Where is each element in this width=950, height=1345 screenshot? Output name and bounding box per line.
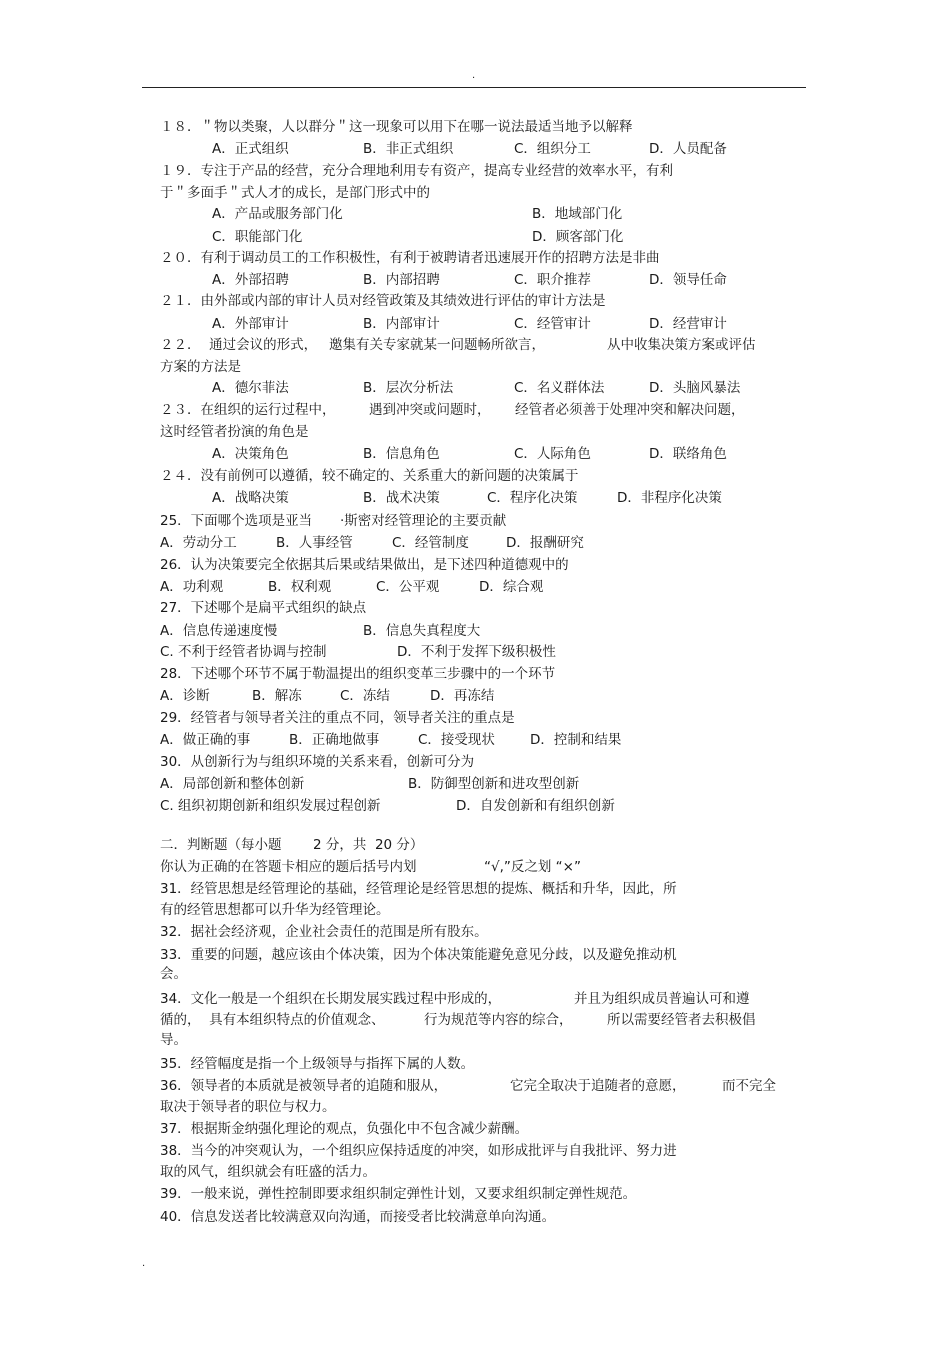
statement-34-line2-part1: 循的， 具有本组织特点的价值观念、 [160, 1012, 385, 1028]
question-18-stem: １８．＂物以类聚，人以群分＂这一现象可以用下在哪一说法最适当地予以解释 [160, 119, 633, 135]
q25-option-a: A．劳动分工 [160, 535, 237, 551]
q27-option-c: C. 不利于经管者协调与控制 [160, 644, 327, 660]
q19-option-c: C．职能部门化 [212, 229, 303, 245]
statement-32: 32．据社会经济观，企业社会责任的范围是所有股东。 [160, 924, 488, 940]
q30-option-c: C. 组织初期创新和组织发展过程创新 [160, 798, 381, 814]
q21-option-b: B．内部审计 [363, 316, 440, 332]
statement-36-line1-part1: 36．领导者的本质就是被领导者的追随和服从， [160, 1078, 448, 1094]
q18-option-c: C．组织分工 [514, 141, 591, 157]
q18-option-a: A．正式组织 [212, 141, 289, 157]
q18-option-d: D．人员配备 [649, 141, 727, 157]
statement-34-line2-part2: 行为规范等内容的综合， [424, 1012, 573, 1028]
question-30-stem: 30．从创新行为与组织环境的关系来看，创新可分为 [160, 754, 475, 770]
question-28-stem: 28．下述哪个环节不属于勒温提出的组织变革三步骤中的一个环节 [160, 666, 556, 682]
statement-38-line2: 取的风气，组织就会有旺盛的活力。 [160, 1164, 376, 1180]
q28-option-b: B．解冻 [252, 688, 302, 704]
q30-option-d: D．自发创新和有组织创新 [456, 798, 615, 814]
question-23-stem-part2: 遇到冲突或问题时， [369, 402, 491, 418]
statement-40: 40．信息发送者比较满意双向沟通，而接受者比较满意单向沟通。 [160, 1209, 556, 1225]
footer-mark: . [142, 1258, 146, 1269]
q29-option-d: D．控制和结果 [530, 732, 622, 748]
statement-31-line2: 有的经管思想都可以升华为经管理论。 [160, 902, 390, 918]
section-2-instructions-part1: 你认为正确的在答题卡相应的题后括号内划 [160, 859, 417, 875]
q23-option-d: D．联络角色 [649, 446, 727, 462]
q22-option-b: B．层次分析法 [363, 380, 454, 396]
question-27-stem: 27．下述哪个是扁平式组织的缺点 [160, 600, 367, 616]
q28-option-c: C．冻结 [340, 688, 390, 704]
statement-34-line2-part3: 所以需要经管者去积极倡 [607, 1012, 756, 1028]
q20-option-a: A．外部招聘 [212, 272, 289, 288]
question-23-stem-part3: 经管者必须善于处理冲突和解决问题， [515, 402, 745, 418]
q20-option-b: B．内部招聘 [363, 272, 440, 288]
section-2-instructions-part2: “√,”反之划 “×” [484, 859, 581, 875]
question-22-stem-part1: ２２． 通过会议的形式， [160, 337, 318, 353]
q19-option-b: B．地域部门化 [532, 206, 623, 222]
statement-36-line2: 取决于领导者的职位与权力。 [160, 1099, 336, 1115]
statement-34-line1-part1: 34．文化一般是一个组织在长期发展实践过程中形成的， [160, 991, 502, 1007]
q24-option-d: D．非程序化决策 [617, 490, 722, 506]
q27-option-d: D．不利于发挥下级积极性 [397, 644, 556, 660]
question-25-stem-part2: ·斯密对经管理论的主要贡献 [340, 513, 507, 529]
q19-option-d: D．顾客部门化 [532, 229, 624, 245]
q23-option-c: C．人际角色 [514, 446, 591, 462]
q20-option-d: D．领导任命 [649, 272, 727, 288]
statement-34-line3: 导。 [160, 1032, 187, 1048]
q30-option-a: A．局部创新和整体创新 [160, 776, 305, 792]
q24-option-c: C．程序化决策 [487, 490, 578, 506]
q21-option-d: D．经营审计 [649, 316, 727, 332]
q20-option-c: C．职介推荐 [514, 272, 591, 288]
question-22-stem-part3: 从中收集决策方案或评估 [607, 337, 756, 353]
q27-option-a: A．信息传递速度慢 [160, 623, 278, 639]
q27-option-b: B．信息失真程度大 [363, 623, 481, 639]
q22-option-c: C．名义群体法 [514, 380, 605, 396]
question-19-stem-line1: １９．专注于产品的经营，充分合理地利用专有资产，提高专业经营的效率水平，有利 [160, 163, 673, 179]
q18-option-b: B．非正式组织 [363, 141, 454, 157]
q19-option-a: A．产品或服务部门化 [212, 206, 343, 222]
statement-31-line1: 31．经管思想是经管理论的基础，经管理论是经管思想的提炼、概括和升华，因此，所 [160, 881, 677, 897]
q26-option-d: D．综合观 [479, 579, 544, 595]
question-23-stem-line2: 这时经管者扮演的角色是 [160, 424, 309, 440]
statement-33-line1: 33．重要的问题，越应该由个体决策，因为个体决策能避免意见分歧，以及避免推动机 [160, 947, 677, 963]
q25-option-c: C．经管制度 [392, 535, 469, 551]
q25-option-b: B．人事经管 [276, 535, 353, 551]
q21-option-a: A．外部审计 [212, 316, 289, 332]
statement-34-line1-part2: 并且为组织成员普遍认可和遵 [574, 991, 750, 1007]
q22-option-a: A．德尔菲法 [212, 380, 289, 396]
section-2-title-part1: 二．判断题（每小题 [160, 837, 282, 853]
q26-option-c: C．公平观 [376, 579, 440, 595]
q23-option-a: A．决策角色 [212, 446, 289, 462]
q30-option-b: B．防御型创新和进攻型创新 [408, 776, 580, 792]
statement-38-line1: 38．当今的冲突观认为，一个组织应保持适度的冲突，如形成批评与自我批评、努力进 [160, 1143, 677, 1159]
q25-option-d: D．报酬研究 [506, 535, 584, 551]
statement-36-line1-part3: 而不完全 [722, 1078, 776, 1094]
q24-option-a: A．战略决策 [212, 490, 289, 506]
q29-option-a: A．做正确的事 [160, 732, 251, 748]
statement-37: 37．根据斯金纳强化理论的观点，负强化中不包含减少薪酬。 [160, 1121, 529, 1137]
header-mark: . [472, 70, 476, 81]
header-rule [142, 87, 806, 88]
q26-option-a: A．功利观 [160, 579, 224, 595]
question-20-stem: ２０．有利于调动员工的工作积极性，有利于被聘请者迅速展开作的招聘方法是非曲 [160, 250, 660, 266]
q24-option-b: B．战术决策 [363, 490, 440, 506]
q29-option-b: B．正确地做事 [289, 732, 380, 748]
question-29-stem: 29．经管者与领导者关注的重点不同，领导者关注的重点是 [160, 710, 515, 726]
q22-option-d: D．头脑风暴法 [649, 380, 741, 396]
question-23-stem-part1: ２３．在组织的运行过程中， [160, 402, 336, 418]
q23-option-b: B．信息角色 [363, 446, 440, 462]
question-25-stem-part1: 25．下面哪个选项是亚当 [160, 513, 313, 529]
question-22-stem-line2: 方案的方法是 [160, 359, 241, 375]
q21-option-c: C．经管审计 [514, 316, 591, 332]
question-21-stem: ２１．由外部或内部的审计人员对经管政策及其绩效进行评估的审计方法是 [160, 293, 606, 309]
question-24-stem: ２４．没有前例可以遵循，较不确定的、关系重大的新问题的决策属于 [160, 468, 579, 484]
q26-option-b: B．权利观 [268, 579, 332, 595]
statement-36-line1-part2: 它完全取决于追随者的意愿， [510, 1078, 686, 1094]
section-2-title-part2: 2 分，共 20 分） [313, 837, 424, 853]
q29-option-c: C．接受现状 [418, 732, 495, 748]
statement-39: 39．一般来说，弹性控制即要求组织制定弹性计划，又要求组织制定弹性规范。 [160, 1186, 637, 1202]
question-22-stem-part2: 邀集有关专家就某一问题畅所欲言， [329, 337, 545, 353]
question-19-stem-line2: 于＂多面手＂式人才的成长，是部门形式中的 [160, 185, 430, 201]
q28-option-d: D．再冻结 [430, 688, 495, 704]
statement-33-line2: 会。 [160, 966, 187, 982]
statement-35: 35．经管幅度是指一个上级领导与指挥下属的人数。 [160, 1056, 475, 1072]
question-26-stem: 26．认为决策要完全依据其后果或结果做出，是下述四种道德观中的 [160, 557, 569, 573]
q28-option-a: A．诊断 [160, 688, 210, 704]
